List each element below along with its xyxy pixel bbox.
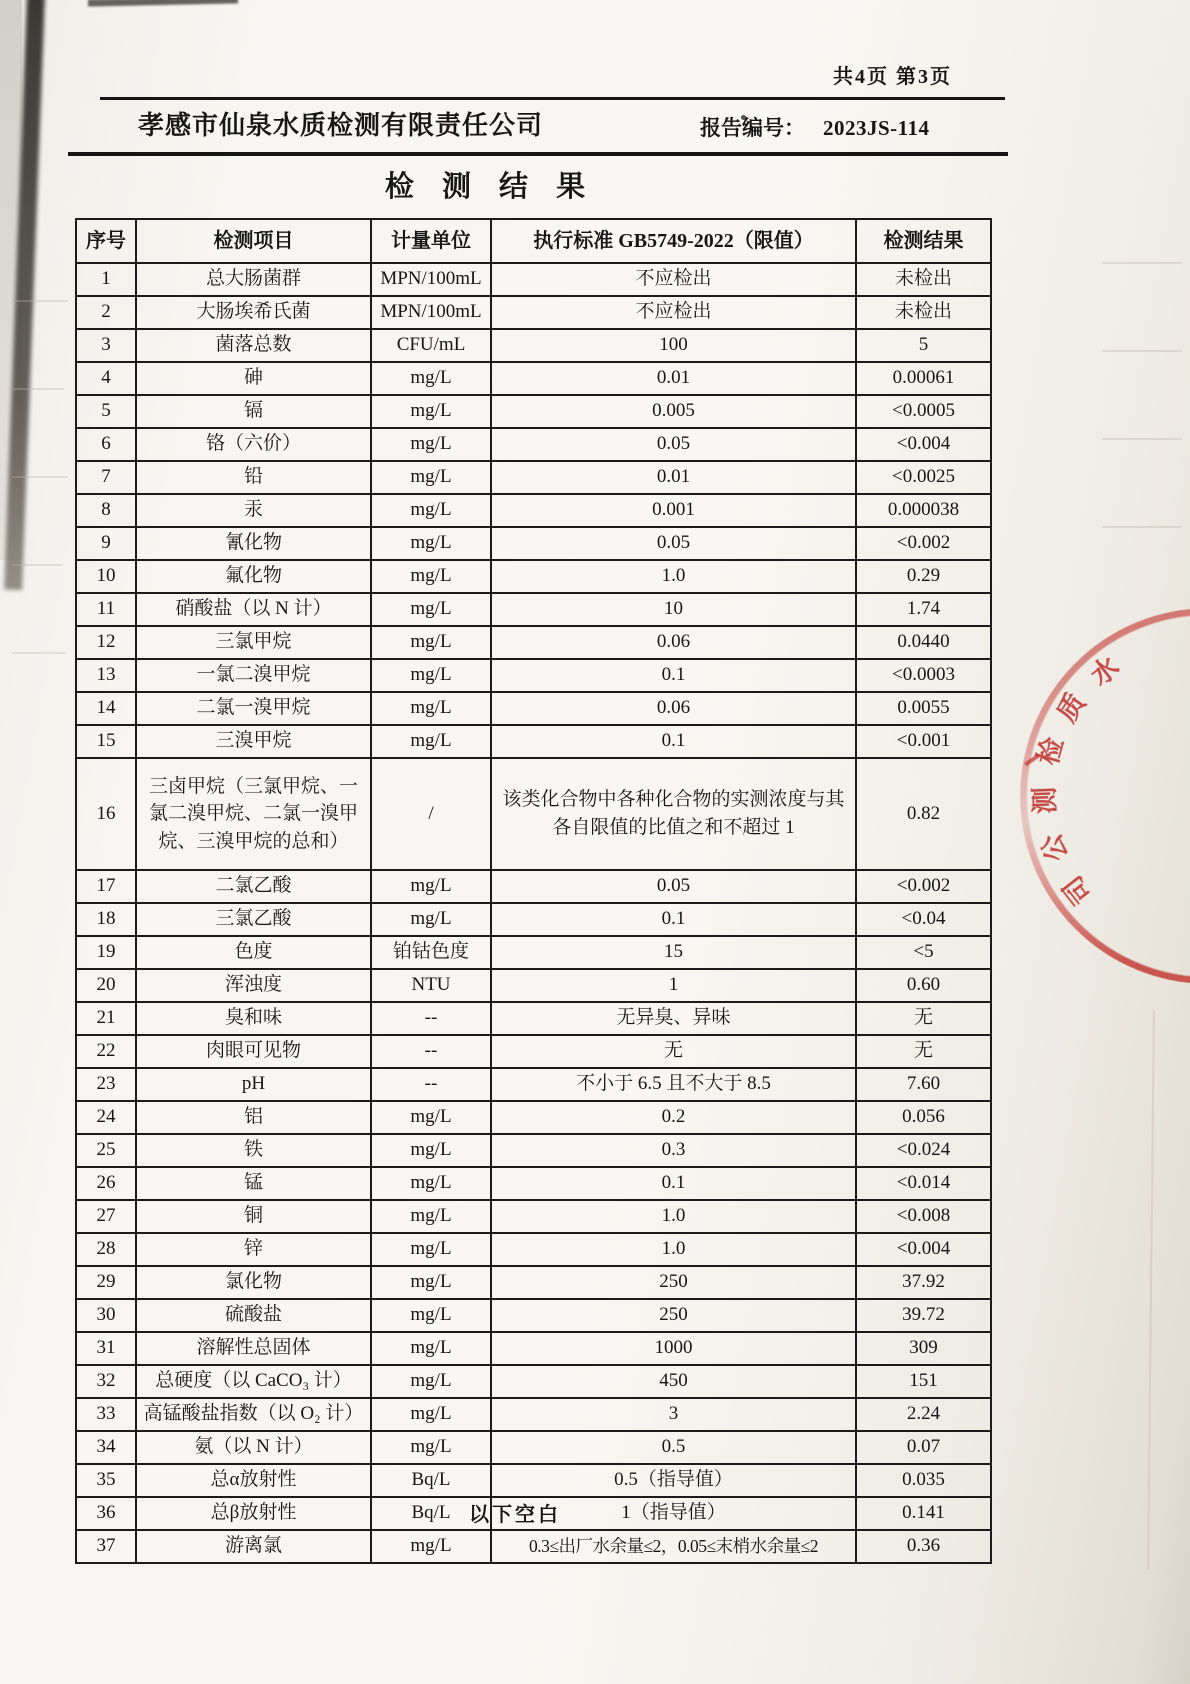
cell-no: 19	[76, 936, 136, 969]
cell-item: 铅	[136, 461, 371, 494]
cell-item: 铬（六价）	[136, 428, 371, 461]
cell-unit: mg/L	[371, 1332, 491, 1365]
cell-item: 肉眼可见物	[136, 1035, 371, 1068]
cell-result: 0.0440	[856, 626, 991, 659]
faint-ruled-line	[12, 476, 68, 478]
cell-result: <0.014	[856, 1167, 991, 1200]
table-row	[76, 1167, 991, 1200]
cell-item: 氰化物	[136, 527, 371, 560]
table-row	[76, 969, 991, 1002]
column-header-item: 检测项目	[136, 219, 371, 263]
cell-unit: mg/L	[371, 560, 491, 593]
cell-unit: 铂钴色度	[371, 936, 491, 969]
cell-no: 10	[76, 560, 136, 593]
seal-character: 水	[1084, 651, 1125, 693]
table-row	[76, 936, 991, 969]
cell-standard: 250	[491, 1266, 856, 1299]
cell-standard: 450	[491, 1365, 856, 1398]
cell-no: 17	[76, 870, 136, 903]
cell-unit: mg/L	[371, 903, 491, 936]
cell-unit: mg/L	[371, 362, 491, 395]
cell-result: <5	[856, 936, 991, 969]
cell-result: 0.29	[856, 560, 991, 593]
table-row	[76, 395, 991, 428]
cell-item: 一氯二溴甲烷	[136, 659, 371, 692]
cell-standard: 1000	[491, 1332, 856, 1365]
cell-item: 浑浊度	[136, 969, 371, 1002]
cell-standard: 0.05	[491, 428, 856, 461]
cell-item: 三氯乙酸	[136, 903, 371, 936]
table-row	[76, 626, 991, 659]
table-row	[76, 1365, 991, 1398]
cell-item: 三溴甲烷	[136, 725, 371, 758]
cell-result: 37.92	[856, 1266, 991, 1299]
cell-item: 二氯一溴甲烷	[136, 692, 371, 725]
cell-unit: /	[371, 758, 491, 870]
cell-no: 29	[76, 1266, 136, 1299]
cell-standard: 1.0	[491, 1200, 856, 1233]
cell-no: 35	[76, 1464, 136, 1497]
cell-result: <0.002	[856, 527, 991, 560]
cell-standard: 0.005	[491, 395, 856, 428]
cell-result: 无	[856, 1002, 991, 1035]
cell-no: 28	[76, 1233, 136, 1266]
cell-unit: --	[371, 1002, 491, 1035]
cell-standard: 0.1	[491, 659, 856, 692]
cell-item: 氨（以 N 计）	[136, 1431, 371, 1464]
cell-unit: Bq/L	[371, 1497, 491, 1530]
cell-unit: mg/L	[371, 395, 491, 428]
cell-unit: mg/L	[371, 626, 491, 659]
table-row	[76, 1002, 991, 1035]
cell-standard: 不小于 6.5 且不大于 8.5	[491, 1068, 856, 1101]
table-row	[76, 903, 991, 936]
cell-standard: 3	[491, 1398, 856, 1431]
cell-no: 5	[76, 395, 136, 428]
cell-no: 32	[76, 1365, 136, 1398]
table-row	[76, 560, 991, 593]
header-rule-top	[100, 97, 1005, 100]
seal-character: 检	[1032, 734, 1070, 769]
cell-item: 硫酸盐	[136, 1299, 371, 1332]
cell-result: <0.0003	[856, 659, 991, 692]
report-number-value: 2023JS-114	[823, 116, 930, 140]
cell-result: 未检出	[856, 296, 991, 329]
cell-item: 三卤甲烷（三氯甲烷、一氯二溴甲烷、二氯一溴甲烷、三溴甲烷的总和）	[136, 758, 371, 870]
cell-standard: 不应检出	[491, 263, 856, 296]
cell-item: 镉	[136, 395, 371, 428]
table-row	[76, 329, 991, 362]
cell-result: 5	[856, 329, 991, 362]
cell-standard: 1.0	[491, 560, 856, 593]
table-row	[76, 1035, 991, 1068]
cell-item: 硝酸盐（以 N 计）	[136, 593, 371, 626]
cell-standard: 100	[491, 329, 856, 362]
header-rule-bottom	[68, 152, 1008, 156]
cell-no: 12	[76, 626, 136, 659]
column-header-result: 检测结果	[856, 219, 991, 263]
cell-item: 二氯乙酸	[136, 870, 371, 903]
cell-standard: 不应检出	[491, 296, 856, 329]
cell-standard: 0.01	[491, 461, 856, 494]
blank-below-note: 以下空白	[469, 1504, 561, 1526]
cell-no: 15	[76, 725, 136, 758]
cell-item: 溶解性总固体	[136, 1332, 371, 1365]
cell-no: 14	[76, 692, 136, 725]
cell-result: 0.36	[856, 1530, 991, 1563]
cell-unit: mg/L	[371, 1167, 491, 1200]
table-row	[76, 870, 991, 903]
cell-standard: 1.0	[491, 1233, 856, 1266]
table-row	[76, 494, 991, 527]
page-title: 检 测 结 果	[384, 171, 596, 203]
table-row	[76, 1101, 991, 1134]
cell-item: 总β放射性	[136, 1497, 371, 1530]
cell-item: 铝	[136, 1101, 371, 1134]
cell-standard: 0.1	[491, 903, 856, 936]
cell-unit: NTU	[371, 969, 491, 1002]
header-row	[76, 219, 991, 263]
cell-standard: 0.05	[491, 870, 856, 903]
cell-result: 0.0055	[856, 692, 991, 725]
cell-no: 22	[76, 1035, 136, 1068]
cell-unit: --	[371, 1035, 491, 1068]
cell-unit: mg/L	[371, 494, 491, 527]
cell-result: <0.004	[856, 1233, 991, 1266]
cell-result: 0.00061	[856, 362, 991, 395]
results-table	[75, 218, 992, 1564]
table-row	[76, 659, 991, 692]
seal-character: 司	[1057, 870, 1099, 911]
table-row	[76, 1266, 991, 1299]
cell-unit: mg/L	[371, 428, 491, 461]
cell-result: 2.24	[856, 1398, 991, 1431]
report-number-line	[700, 112, 930, 142]
cell-no: 33	[76, 1398, 136, 1431]
cell-standard: 1	[491, 969, 856, 1002]
cell-result: <0.0025	[856, 461, 991, 494]
cell-item: 总硬度（以 CaCO₃ 计）	[136, 1365, 371, 1398]
cell-unit: mg/L	[371, 461, 491, 494]
cell-item: 铜	[136, 1200, 371, 1233]
cell-item: 锰	[136, 1167, 371, 1200]
faint-ruled-line	[12, 652, 66, 654]
cell-standard: 0.1	[491, 725, 856, 758]
table-row	[76, 362, 991, 395]
cell-item: 菌落总数	[136, 329, 371, 362]
cell-result: 未检出	[856, 263, 991, 296]
cell-item: pH	[136, 1068, 371, 1101]
table-row	[76, 1464, 991, 1497]
seal-character: 测	[1029, 785, 1061, 814]
cell-result: 1.74	[856, 593, 991, 626]
table-row	[76, 1398, 991, 1431]
cell-item: 氯化物	[136, 1266, 371, 1299]
table-row	[76, 1332, 991, 1365]
cell-result: 0.035	[856, 1464, 991, 1497]
cell-unit: mg/L	[371, 1530, 491, 1563]
cell-unit: mg/L	[371, 1398, 491, 1431]
cell-unit: mg/L	[371, 1431, 491, 1464]
cell-no: 37	[76, 1530, 136, 1563]
cell-unit: MPN/100mL	[371, 263, 491, 296]
cell-no: 8	[76, 494, 136, 527]
cell-item: 总大肠菌群	[136, 263, 371, 296]
cell-item: 砷	[136, 362, 371, 395]
table-row	[76, 428, 991, 461]
table-row	[76, 296, 991, 329]
faint-ruled-line	[12, 564, 62, 566]
cell-unit: mg/L	[371, 1365, 491, 1398]
cell-no: 25	[76, 1134, 136, 1167]
cell-item: 色度	[136, 936, 371, 969]
cell-standard: 0.01	[491, 362, 856, 395]
cell-no: 31	[76, 1332, 136, 1365]
cell-standard: 0.3	[491, 1134, 856, 1167]
column-header-unit: 计量单位	[371, 219, 491, 263]
page-number-info: 共4页 第3页	[833, 66, 952, 88]
cell-standard: 该类化合物中各种化合物的实测浓度与其各自限值的比值之和不超过 1	[491, 758, 856, 870]
cell-result: 0.056	[856, 1101, 991, 1134]
cell-result: <0.002	[856, 870, 991, 903]
table-row	[76, 1299, 991, 1332]
cell-unit: mg/L	[371, 1233, 491, 1266]
faint-ruled-line	[1102, 350, 1182, 352]
results-table-body	[76, 263, 991, 1563]
cell-standard: 0.001	[491, 494, 856, 527]
table-row	[76, 593, 991, 626]
cell-result: 7.60	[856, 1068, 991, 1101]
cell-standard: 无	[491, 1035, 856, 1068]
cell-item: 铁	[136, 1134, 371, 1167]
cell-unit: mg/L	[371, 1200, 491, 1233]
seal-character: 质	[1051, 687, 1092, 728]
cell-item: 总α放射性	[136, 1464, 371, 1497]
cell-no: 3	[76, 329, 136, 362]
cell-item: 大肠埃希氏菌	[136, 296, 371, 329]
cell-no: 21	[76, 1002, 136, 1035]
cell-item: 高锰酸盐指数（以 O₂ 计）	[136, 1398, 371, 1431]
cell-result: 0.82	[856, 758, 991, 870]
table-row	[76, 527, 991, 560]
cell-no: 24	[76, 1101, 136, 1134]
cell-result: <0.024	[856, 1134, 991, 1167]
faint-ruled-line	[1102, 262, 1182, 264]
column-header-standard: 执行标准 GB5749-2022（限值）	[491, 219, 856, 263]
cell-unit: mg/L	[371, 1299, 491, 1332]
faint-ruled-line	[1102, 526, 1182, 528]
table-row	[76, 1134, 991, 1167]
report-number-label: 报告编号：	[700, 116, 805, 140]
table-row	[76, 692, 991, 725]
cell-result: 0.141	[856, 1497, 991, 1530]
cell-item: 锌	[136, 1233, 371, 1266]
cell-item: 臭和味	[136, 1002, 371, 1035]
cell-no: 20	[76, 969, 136, 1002]
cell-unit: Bq/L	[371, 1464, 491, 1497]
cell-standard: 0.5（指导值）	[491, 1464, 856, 1497]
cell-standard: 250	[491, 1299, 856, 1332]
cell-no: 1	[76, 263, 136, 296]
cell-no: 30	[76, 1299, 136, 1332]
cell-no: 4	[76, 362, 136, 395]
faint-ruled-line	[12, 388, 64, 390]
results-table-head	[76, 219, 991, 263]
cell-standard: 0.3≤出厂水余量≤2，0.05≤末梢水余量≤2	[491, 1530, 856, 1563]
cell-no: 27	[76, 1200, 136, 1233]
cell-result: 0.000038	[856, 494, 991, 527]
cell-no: 2	[76, 296, 136, 329]
seal-character: 公	[1035, 829, 1074, 866]
cell-unit: mg/L	[371, 1101, 491, 1134]
table-row	[76, 725, 991, 758]
cell-unit: mg/L	[371, 725, 491, 758]
cell-result: 无	[856, 1035, 991, 1068]
table-row	[76, 1200, 991, 1233]
cell-unit: mg/L	[371, 527, 491, 560]
cell-result: <0.004	[856, 428, 991, 461]
cell-result: <0.0005	[856, 395, 991, 428]
cell-item: 游离氯	[136, 1530, 371, 1563]
cell-unit: mg/L	[371, 692, 491, 725]
table-row	[76, 263, 991, 296]
cell-no: 36	[76, 1497, 136, 1530]
faint-ruled-line	[1102, 438, 1182, 440]
cell-no: 13	[76, 659, 136, 692]
cell-no: 7	[76, 461, 136, 494]
cell-no: 23	[76, 1068, 136, 1101]
cell-no: 6	[76, 428, 136, 461]
cell-standard: 10	[491, 593, 856, 626]
faint-ruled-line	[12, 300, 68, 302]
cell-result: 309	[856, 1332, 991, 1365]
cell-no: 34	[76, 1431, 136, 1464]
cell-unit: mg/L	[371, 870, 491, 903]
cell-standard: 0.05	[491, 527, 856, 560]
table-row	[76, 758, 991, 870]
paper-crease	[1147, 1010, 1155, 1570]
cell-no: 9	[76, 527, 136, 560]
cell-standard: 0.2	[491, 1101, 856, 1134]
cell-result: <0.008	[856, 1200, 991, 1233]
cell-unit: mg/L	[371, 593, 491, 626]
cell-result: 0.60	[856, 969, 991, 1002]
cell-item: 氟化物	[136, 560, 371, 593]
cell-no: 18	[76, 903, 136, 936]
table-row	[76, 1068, 991, 1101]
column-header-no: 序号	[76, 219, 136, 263]
cell-item: 三氯甲烷	[136, 626, 371, 659]
cell-standard: 0.1	[491, 1167, 856, 1200]
cell-result: 151	[856, 1365, 991, 1398]
cell-unit: CFU/mL	[371, 329, 491, 362]
cell-result: <0.04	[856, 903, 991, 936]
cell-standard: 0.06	[491, 626, 856, 659]
cell-standard: 无异臭、异味	[491, 1002, 856, 1035]
company-name: 孝感市仙泉水质检测有限责任公司	[138, 110, 544, 140]
scan-top-edge-shadow	[88, 0, 238, 7]
cell-unit: --	[371, 1068, 491, 1101]
cell-standard: 0.06	[491, 692, 856, 725]
cell-standard: 1（指导值）	[491, 1497, 856, 1530]
cell-unit: mg/L	[371, 659, 491, 692]
cell-no: 11	[76, 593, 136, 626]
cell-item: 汞	[136, 494, 371, 527]
cell-no: 16	[76, 758, 136, 870]
table-row	[76, 1530, 991, 1563]
cell-result: <0.001	[856, 725, 991, 758]
cell-result: 39.72	[856, 1299, 991, 1332]
cell-no: 26	[76, 1167, 136, 1200]
cell-standard: 15	[491, 936, 856, 969]
cell-unit: mg/L	[371, 1134, 491, 1167]
cell-unit: MPN/100mL	[371, 296, 491, 329]
cell-result: 0.07	[856, 1431, 991, 1464]
table-row	[76, 1233, 991, 1266]
cell-unit: mg/L	[371, 1266, 491, 1299]
table-row	[76, 1431, 991, 1464]
cell-standard: 0.5	[491, 1431, 856, 1464]
table-row	[76, 461, 991, 494]
